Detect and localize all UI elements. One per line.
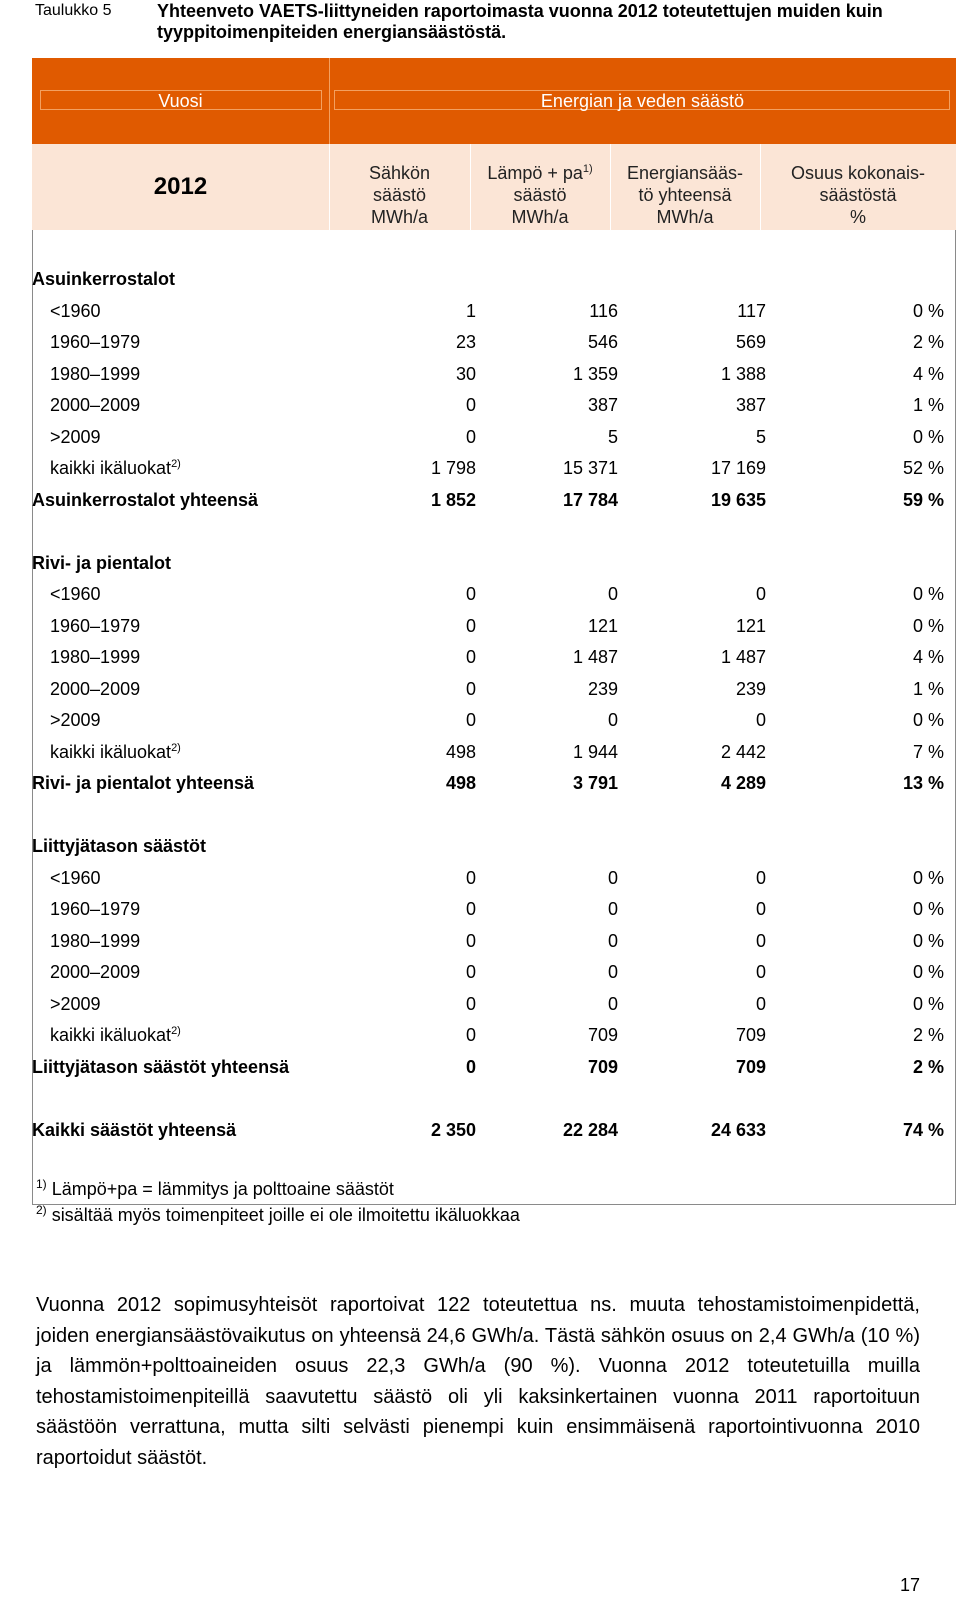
cell-share: 0 % — [912, 426, 944, 447]
cell-share: 0 % — [912, 710, 944, 730]
cell-total: 0 — [755, 867, 766, 888]
row-label — [50, 584, 101, 605]
row-label-text: >2009 — [50, 993, 101, 1014]
cell-heat: 709 — [587, 1056, 618, 1077]
row-label-text: 1980–1999 — [50, 363, 141, 384]
table-row — [32, 422, 956, 453]
table-row — [32, 1020, 956, 1051]
cell-electricity: 0 — [465, 710, 476, 730]
table-row — [32, 611, 956, 642]
cell-heat: 22 284 — [562, 1119, 618, 1140]
column-header-electricity — [329, 162, 470, 228]
table-row — [32, 579, 956, 610]
row-label-text: >2009 — [50, 426, 101, 447]
footnote-marker: 2) — [36, 1203, 47, 1217]
cell-share: 7 % — [912, 741, 944, 762]
footnote-text: sisältää myös toimenpiteet joille ei ole ilmoitettu ikäluokkaa — [51, 1205, 520, 1225]
cell-share: 74 % — [902, 1119, 944, 1140]
footnote-marker: 2) — [171, 458, 181, 470]
cell-electricity: 0 — [465, 426, 476, 447]
section-heading — [32, 264, 956, 295]
row-label — [50, 962, 140, 983]
column-header-line: tö yhteensä — [638, 185, 732, 205]
cell-total: 2 442 — [720, 741, 766, 762]
cell-heat: 17 784 — [562, 489, 618, 510]
cell-total: 0 — [755, 993, 766, 1014]
cell-heat: 387 — [587, 395, 618, 415]
cell-electricity: 0 — [465, 395, 476, 415]
row-label-text: kaikki ikäluokat — [50, 741, 172, 762]
table-caption-title: Yhteenveto VAETS-liittyneiden raportoimasta vuonna 2012 toteutettujen muiden kuin tyyppitoimenpiteiden energiansäästöstä. — [157, 1, 883, 42]
table-row — [32, 863, 956, 894]
cell-heat: 239 — [587, 678, 618, 699]
row-label — [50, 710, 101, 731]
table-caption-label: Taulukko 5 — [35, 2, 112, 19]
column-header-line: säästöstä — [819, 185, 897, 205]
grand-total-row — [32, 1115, 956, 1146]
cell-share: 2 % — [912, 332, 944, 352]
column-header-line: säästö — [372, 185, 427, 205]
row-label-text: >2009 — [50, 710, 101, 730]
table-row — [32, 327, 956, 358]
cell-electricity: 0 — [465, 899, 476, 919]
row-label — [32, 1057, 289, 1078]
table-row — [32, 926, 956, 957]
cell-share: 0 % — [912, 962, 944, 982]
cell-total: 5 — [755, 426, 766, 447]
cell-heat: 1 944 — [572, 741, 618, 762]
cell-heat: 1 487 — [572, 647, 618, 667]
page-number: 17 — [899, 1575, 920, 1595]
table-row — [32, 894, 956, 925]
cell-share: 0 % — [912, 615, 944, 636]
row-label-text: Liittyjätason säästöt yhteensä — [32, 1056, 290, 1077]
row-label — [50, 994, 101, 1015]
table-row — [32, 737, 956, 768]
cell-heat: 0 — [607, 930, 618, 951]
cell-share: 4 % — [912, 647, 944, 667]
row-label-text: 1960–1979 — [50, 615, 141, 636]
column-header-line: säästö — [513, 185, 567, 205]
cell-share: 0 % — [912, 930, 944, 951]
cell-heat: 116 — [589, 300, 618, 321]
table-row — [32, 359, 956, 390]
row-label — [50, 364, 140, 385]
row-label-text: 2000–2009 — [50, 678, 141, 699]
cell-total: 121 — [735, 615, 766, 636]
row-label — [50, 427, 101, 448]
cell-total: 569 — [735, 332, 766, 352]
header-savings-label: Energian ja veden säästö — [540, 91, 745, 111]
table-row — [32, 296, 956, 327]
cell-total: 0 — [755, 710, 766, 730]
cell-total: 239 — [735, 678, 766, 699]
cell-electricity: 0 — [465, 584, 476, 604]
cell-heat: 0 — [607, 584, 618, 604]
cell-total: 387 — [735, 395, 766, 415]
column-header-share — [760, 162, 956, 228]
column-header-line: MWh/a — [656, 207, 714, 227]
cell-share: 0 % — [912, 899, 944, 919]
row-label — [50, 395, 140, 416]
row-label — [50, 458, 181, 479]
row-label — [50, 931, 140, 952]
row-label-text: Asuinkerrostalot yhteensä — [32, 489, 259, 510]
cell-electricity: 0 — [465, 1025, 476, 1045]
row-label — [50, 616, 140, 637]
cell-electricity: 0 — [465, 930, 476, 951]
table-row — [32, 453, 956, 484]
row-label-text: 2000–2009 — [50, 395, 141, 415]
cell-electricity: 0 — [465, 615, 476, 636]
footnote-marker: 1) — [582, 163, 593, 175]
cell-heat: 0 — [607, 710, 618, 730]
cell-share: 0 % — [912, 300, 944, 321]
cell-total: 0 — [755, 930, 766, 951]
table-row — [32, 705, 956, 736]
cell-electricity: 0 — [465, 993, 476, 1014]
footnote-text: Lämpö+pa = lämmitys ja polttoaine säästöt — [51, 1179, 394, 1199]
section-title: Asuinkerrostalot — [32, 269, 176, 289]
table-row — [32, 957, 956, 988]
section-total-row — [32, 768, 956, 799]
cell-electricity: 1 798 — [430, 458, 476, 478]
cell-total: 709 — [735, 1056, 766, 1077]
column-header-line: Sähkön — [368, 163, 431, 183]
cell-share: 0 % — [912, 584, 944, 604]
row-label-text: <1960 — [50, 867, 101, 888]
footnote-1 — [36, 1177, 394, 1200]
row-label — [50, 679, 140, 700]
cell-electricity: 498 — [445, 773, 476, 793]
table-row — [32, 674, 956, 705]
section-heading — [32, 831, 956, 862]
body-paragraph: Vuonna 2012 sopimusyhteisöt raportoivat 122 toteutettua ns. muuta tehostamistoimenpidettä, joiden energiansäästövaikutus on yhteensä 24,6 GWh/a. Tästä sähkön osuus on 2,4 GWh/a (10 %) ja lämmön+polttoaineiden osuus 22,3 GWh/a (90 %). Vuonna 2012 toteutetuilla muilla tehostamistoimenpiteillä saavutettu säästö oli yli kaksinkertainen vuonna 2011 raportoituun säästöön verrattuna, mutta silti selvästi pienempi kuin ensimmäisenä raportointivuonna 2010 raportoidut säästöt. — [36, 1294, 920, 1469]
column-header-line: MWh/a — [370, 207, 428, 227]
column-header-total — [610, 162, 760, 228]
cell-share: 0 % — [912, 993, 944, 1014]
cell-total: 19 635 — [710, 489, 766, 510]
cell-electricity: 0 — [465, 678, 476, 699]
cell-total: 1 487 — [720, 647, 766, 667]
row-label — [50, 899, 140, 920]
row-label — [50, 742, 181, 763]
row-label — [50, 868, 101, 889]
cell-electricity: 23 — [455, 332, 476, 352]
cell-heat: 546 — [587, 332, 618, 352]
row-label-text: 1960–1979 — [50, 332, 141, 352]
section-title: Liittyjätason säästöt — [32, 836, 207, 856]
cell-heat: 0 — [607, 993, 618, 1014]
cell-electricity: 498 — [445, 741, 476, 762]
row-label — [50, 647, 140, 668]
cell-heat: 0 — [607, 962, 618, 982]
cell-total: 24 633 — [710, 1119, 766, 1140]
cell-total: 17 169 — [710, 458, 766, 478]
table-row — [32, 642, 956, 673]
row-label-text: <1960 — [50, 300, 101, 321]
table-row — [32, 989, 956, 1020]
column-header-line: MWh/a — [511, 207, 569, 227]
cell-total: 1 388 — [720, 363, 766, 384]
column-header-heat — [470, 162, 610, 228]
row-label — [50, 301, 101, 322]
cell-electricity: 1 — [465, 300, 476, 321]
row-label-text: 1980–1999 — [50, 647, 141, 667]
cell-share: 2 % — [912, 1025, 944, 1045]
cell-share: 4 % — [912, 363, 944, 384]
row-label-text: <1960 — [50, 584, 101, 604]
cell-total: 0 — [755, 584, 766, 604]
cell-electricity: 30 — [455, 363, 476, 384]
row-label-text: 1980–1999 — [50, 930, 141, 951]
table-header-sub — [32, 144, 956, 230]
footnote-2 — [36, 1203, 520, 1226]
cell-total: 4 289 — [720, 773, 766, 793]
row-label-text: Kaikki säästöt yhteensä — [32, 1119, 237, 1140]
cell-total: 0 — [755, 899, 766, 919]
column-header-line: % — [849, 207, 866, 227]
row-label — [32, 490, 258, 511]
column-header-line: Lämpö + pa — [487, 163, 583, 183]
cell-share: 13 % — [902, 773, 944, 793]
cell-share: 0 % — [912, 867, 944, 888]
column-header-line: Energiansääs- — [626, 163, 744, 183]
cell-share: 59 % — [902, 489, 944, 510]
cell-electricity: 1 852 — [430, 489, 476, 510]
cell-heat: 0 — [607, 899, 618, 919]
cell-share: 2 % — [912, 1056, 944, 1077]
header-year-value: 2012 — [153, 173, 208, 200]
row-label-text: 1960–1979 — [50, 899, 141, 919]
cell-electricity: 0 — [465, 647, 476, 667]
section-title: Rivi- ja pientalot — [32, 552, 172, 573]
cell-heat: 5 — [607, 426, 618, 447]
cell-share: 1 % — [912, 678, 944, 699]
cell-heat: 0 — [607, 867, 618, 888]
cell-total: 117 — [737, 300, 766, 321]
cell-heat: 1 359 — [572, 363, 618, 384]
row-label — [32, 1120, 236, 1141]
row-label — [50, 332, 140, 353]
section-total-row — [32, 485, 956, 516]
row-label — [32, 773, 254, 794]
cell-heat: 709 — [587, 1025, 618, 1045]
row-label-text: kaikki ikäluokat — [50, 1025, 172, 1045]
cell-electricity: 0 — [465, 867, 476, 888]
footnote-marker: 2) — [171, 741, 181, 754]
footnote-marker: 2) — [171, 1025, 181, 1037]
section-heading — [32, 548, 956, 579]
table-header-orange — [32, 58, 956, 144]
cell-heat: 3 791 — [572, 773, 618, 793]
row-label — [50, 1025, 181, 1046]
cell-share: 1 % — [912, 395, 944, 415]
column-header-line: Osuus kokonais- — [790, 163, 926, 183]
cell-total: 0 — [755, 962, 766, 982]
footnote-marker: 1) — [36, 1177, 47, 1191]
cell-total: 709 — [735, 1025, 766, 1045]
row-label-text: Rivi- ja pientalot yhteensä — [32, 773, 255, 793]
cell-electricity: 0 — [465, 1056, 476, 1077]
table-row — [32, 390, 956, 421]
cell-electricity: 0 — [465, 962, 476, 982]
cell-heat: 15 371 — [562, 458, 618, 478]
row-label-text: 2000–2009 — [50, 962, 141, 982]
section-total-row — [32, 1052, 956, 1083]
header-year-label: Vuosi — [158, 91, 203, 111]
cell-heat: 121 — [587, 615, 618, 636]
cell-share: 52 % — [902, 458, 944, 478]
cell-electricity: 2 350 — [430, 1119, 476, 1140]
row-label-text: kaikki ikäluokat — [50, 458, 172, 478]
